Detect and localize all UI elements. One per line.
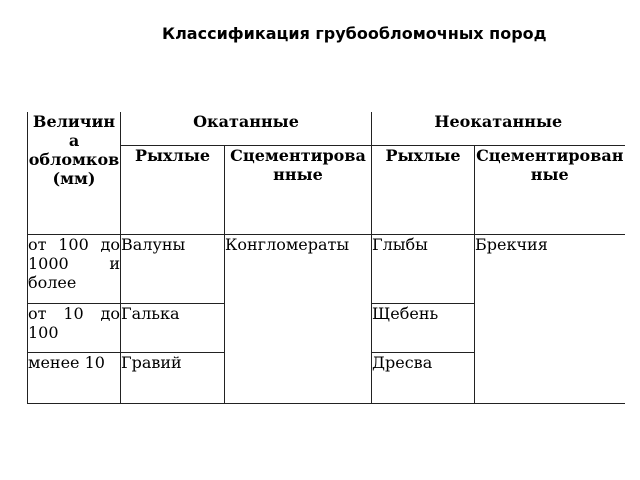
rounded-header: Окатанные: [121, 112, 372, 145]
table-row: [28, 234, 625, 303]
page-title: Классификация грубообломочных пород: [162, 24, 547, 43]
angular-cemented-cell: Брекчия: [475, 234, 625, 403]
rock-name-cell: Валуны: [121, 234, 225, 303]
size-cell: от 100 до 1000 и более: [28, 234, 121, 303]
angular-header: Неокатанные: [372, 112, 625, 145]
rounded-cemented-header: Сцементированные: [225, 145, 372, 234]
rounded-cemented-cell: Конгломераты: [225, 234, 372, 403]
rock-name-cell: Щебень: [372, 303, 475, 352]
rock-name-cell: Галька: [121, 303, 225, 352]
rounded-loose-header: Рыхлые: [121, 145, 225, 234]
rock-name-cell: Дресва: [372, 352, 475, 403]
angular-loose-header: Рыхлые: [372, 145, 475, 234]
size-cell: менее 10: [28, 352, 121, 403]
classification-table: [27, 112, 625, 404]
rock-name-cell: Гравий: [121, 352, 225, 403]
angular-cemented-header: Сцементированные: [475, 145, 625, 234]
rock-name-cell: Глыбы: [372, 234, 475, 303]
size-header: Величина обломков (мм): [28, 112, 121, 234]
size-cell: от 10 до 100: [28, 303, 121, 352]
